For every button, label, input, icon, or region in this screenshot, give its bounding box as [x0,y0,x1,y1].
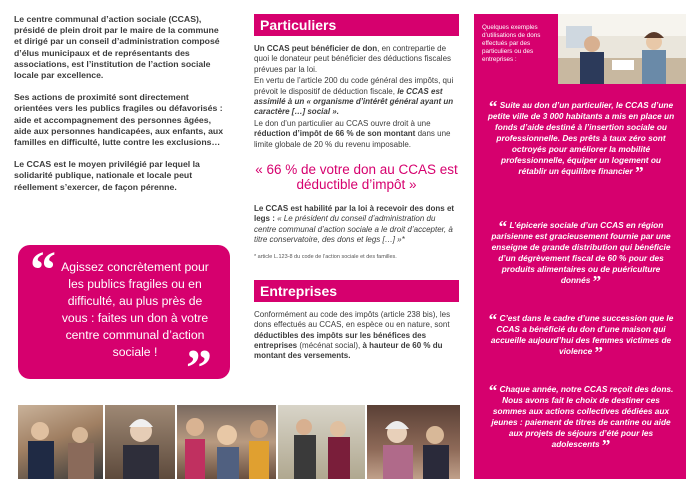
intro-paragraph-2: Ses actions de proximité sont directement orientées vers les publics fragiles ou défavorisés : aide et accompagnement des personnes âgées, aide aux personnes handicapées, aux enfants, aux familles en difficulté, lutte contre les exclusions… [14,92,224,148]
close-quote-icon: ” [635,163,644,182]
example-quote-1: “ Suite au don d’un particulier, le CCAS d’une petite ville de 3 000 habitants a mis en place un fonds d’aide destiné à l’insertion sociale ou professionnelle. Des prêts à taux zéro sont octroyés pour améliorer la mobilité professionnelle, équiper un logement ou rétablir un équilibre financier ” [487,97,675,182]
legal-footnote: * article L.123-8 du code de l’action sociale et des familles. [254,253,397,260]
open-quote-icon: “ [498,217,508,236]
close-quote-icon: ” [186,340,212,397]
intro-paragraph-1: Le centre communal d’action sociale (CCAS), présidé de plein droit par le maire de la commune et dirigé par un conseil d’administration composé d’élus municipaux et de représentants des associations, est l’institution de l’action sociale locale par excellence. [14,14,220,81]
example-quote-2: “ L’épicerie sociale d’un CCAS en région parisienne est gracieusement fournie par une enseigne de grande distribution qui bénéficie d’un dégrèvement fiscal de 60 % pour des produits alimentaires ou de puériculture donnés ” [491,217,671,291]
particuliers-paragraph-3: Le don d’un particulier au CCAS ouvre droit à une réduction d’impôt de 66 % de son montant dans une limite globale de 20 % du revenu imposable. [254,118,451,149]
particuliers-header: Particuliers [254,14,459,36]
particuliers-paragraph-1: Un CCAS peut bénéficier de don, en contrepartie de quoi le donateur peut bénéficier des déductions fiscales prévues par la loi. [254,44,452,74]
highlight-quote-text: Agissez concrètement pour les publics fragiles ou en difficulté, au plus près de vous : faites un don à votre centre communal d’action sociale ! [61,260,209,359]
photo-strip [18,405,460,479]
open-quote-icon: “ [30,242,56,299]
entreprises-header: Entreprises [254,280,459,302]
open-quote-icon: “ [488,310,498,329]
photo-elderly-care [367,405,460,479]
particuliers-paragraph-2: En vertu de l’article 200 du code général des impôts, qui prévoit le dispositif de déduction fiscale, le CCAS est assimilé à un « organisme d’intérêt général ayant un caractère […] social ». [254,76,454,117]
entreprises-paragraph: Conformément au code des impôts (article 238 bis), les dons effectués au CCAS, en espèce ou en nature, sont déductibles des impôts sur les bénéfices des entreprises (mécénat social), à hauteur de 60 % du montant des versements. [254,309,451,361]
particuliers-paragraph-4: Le CCAS est habilité par la loi à recevoir des dons et legs : « Le président du conseil d’administration du centre communal d’action sociale a le droit d’accepter, à titre conservatoire, des dons et legs […] »* [254,204,455,245]
intro-column [14,14,228,204]
photo-children [177,405,276,479]
close-quote-icon: ” [592,272,602,291]
photo-office-meeting [558,14,686,84]
photo-elderly-woman [105,405,174,479]
examples-intro: Quelques exemples d’utilisations de dons effectués par des particuliers ou des entreprises : [482,24,541,63]
close-quote-icon: ” [594,343,604,362]
tax-deduction-pull-quote: « 66 % de votre don au CCAS est déductible d’impôt » [255,162,458,193]
open-quote-icon: “ [488,97,498,116]
particuliers-column [254,14,459,362]
highlight-quote-box [18,242,230,397]
examples-column [474,14,686,479]
example-quote-3: “ C’est dans le cadre d’une succession que le CCAS a bénéficié du don d’une maison qui accueille aujourd’hui des femmes victimes de violence ” [488,310,674,362]
photo-caregiver [18,405,103,479]
intro-paragraph-3: Le CCAS est le moyen privilégié par lequel la solidarité publique, nationale et locale peut réellement s’exercer, de façon pérenne. [14,159,200,192]
close-quote-icon: ” [601,436,611,455]
example-quote-4: “ Chaque année, notre CCAS reçoit des dons. Nous avons fait le choix de destiner ces sommes aux actions collectives dédiées aux jeunes : paiement de titres de cantine ou aide aux projets de séjours d’été pour les adolescents ” [488,381,674,455]
photo-workers [278,405,365,479]
open-quote-icon: “ [488,381,498,400]
